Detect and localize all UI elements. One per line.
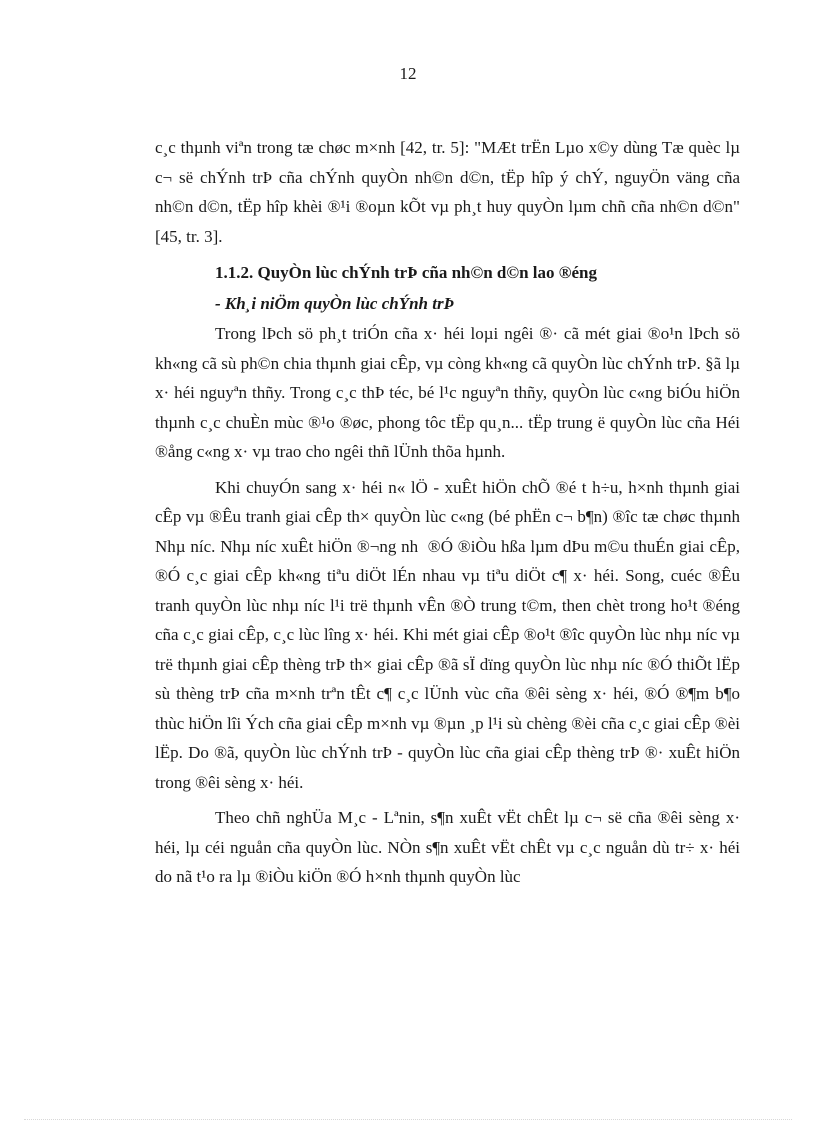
page-number: 12 [399,64,417,83]
paragraph-continuation: c¸c thµnh viªn trong tæ chøc m×nh [42, tr. 5]: "MÆt trËn Lµo x©y dùng Tæ quèc lµ c¬ së chÝnh trÞ cña chÝnh quyÒn nh©n d©n, tËp hîp ý chÝ, nguyÖn väng cña nh©n d©n, tËp hîp khèi ®¹i ®oµn kÕt vµ ph¸t huy quyÒn lµm chñ cña nh©n d©n" [45, tr. 3]. [155,138,740,246]
footer-divider [24,1119,792,1120]
section-heading: 1.1.2. QuyÒn lùc chÝnh trÞ cña nh©n d©n lao ®éng [215,263,597,282]
paragraph-body: Theo chñ nghÜa M¸c - Lªnin, s¶n xuÊt vËt chÊt lµ c¬ së cña ®êi sèng x· héi, lµ céi nguån cña quyÒn lùc. NÒn s¶n xuÊt vËt chÊt vµ c¸c nguån dù tr÷ x· héi do nã t¹o ra lµ ®iÒu kiÖn ®Ó h×nh thµnh quyÒn lùc [155,808,740,886]
paragraph-body: Khi chuyÓn sang x· héi n« lÖ - xuÊt hiÖn chÕ ®é t h÷u, h×nh thµnh giai cÊp vµ ®Êu tranh giai cÊp th× quyÒn lùc c«ng (bé phËn c¬ b¶n) ®îc tæ chøc thµnh Nhµ níc. Nhµ níc xuÊt hiÖn ®¬ng nh ®Ó ®iÒu hßa lµm dÞu m©u thuÉn giai cÊp, ®Ó c¸c giai cÊp kh«ng tiªu diÖt lÉn nhau vµ tiªu diÖt c¶ x· héi. Song, cuéc ®Êu tranh quyÒn lùc nhµ níc l¹i trë thµnh vÊn ®Ò trung t©m, then chèt trong ho¹t ®éng cña c¸c giai cÊp, c¸c lùc lîng x· héi. Khi mét giai cÊp ®o¹t ®îc quyÒn lùc nhµ níc vµ trë thµnh giai cÊp thèng trÞ th× giai cÊp ®ã sÏ dïng quyÒn lùc nhµ níc ®Ó thiÕt lËp sù thèng trÞ cña m×nh trªn tÊt c¶ c¸c lÜnh vùc cña ®êi sèng x· héi, ®Ó ®¶m b¶o thùc hiÖn lîi Ých cña giai cÊp m×nh vµ ®µn ¸p l¹i sù chèng ®èi cña c¸c giai cÊp ®èi lËp. Do ®ã, quyÒn lùc chÝnh trÞ - quyÒn lùc cña giai cÊp thèng trÞ ®· xuÊt hiÖn trong ®êi sèng x· héi. [155,477,740,792]
paragraph-body: Trong lÞch sö ph¸t triÓn cña x· héi loµi ngêi ®· cã mét giai ®o¹n lÞch sö kh«ng cã sù ph©n chia thµnh giai cÊp, vµ còng kh«ng cã quyÒn lùc chÝnh trÞ. §ã lµ x· héi nguyªn thñy. Trong c¸c thÞ téc, bé l¹c nguyªn thñy, quyÒn lùc c«ng biÓu hiÖn thµnh c¸c chuÈn mùc ®¹o ®øc, phong tôc tËp qu¸n... tËp trung ë quyÒn lùc cña Héi ®ång c«ng x· vµ trao cho ngêi thñ lÜnh thõa hµnh. [155,324,740,461]
page-content [155,133,740,892]
subsection-heading: - Kh¸i niÖm quyÒn lùc chÝnh trÞ [215,294,454,313]
